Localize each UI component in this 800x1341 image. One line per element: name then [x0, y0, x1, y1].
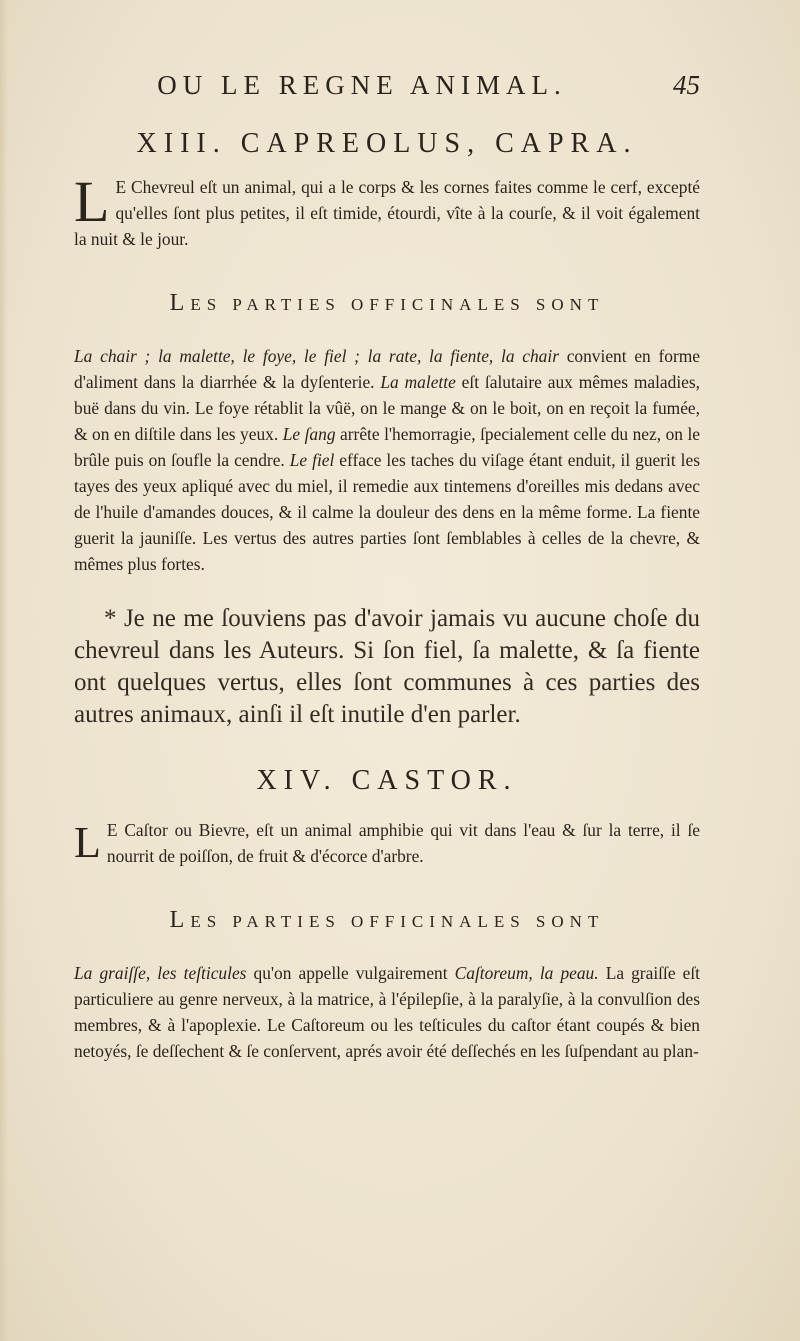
- italic-term: La malette: [380, 372, 456, 392]
- section-title-capreolus: XIII. CAPREOLUS, CAPRA.: [136, 128, 638, 159]
- capreolus-intro: [74, 169, 700, 252]
- parts-heading-initial: L: [169, 290, 191, 316]
- page-fold-shadow: [0, 0, 8, 1341]
- italic-term: La chair ; la malette, le foye, le fiel ; la rate, la fiente, la chair: [74, 346, 559, 366]
- page-number: 45: [673, 70, 700, 100]
- italic-term: Caſtoreum, la peau.: [454, 963, 599, 983]
- parts-heading-text: ES PARTIES OFFICINALES SONT: [190, 912, 605, 931]
- author-note: [74, 603, 700, 731]
- parts-heading-capreolus: [74, 290, 700, 317]
- note-asterisk: *: [104, 605, 117, 632]
- parts-heading-initial: L: [169, 907, 191, 933]
- parts-heading-text: ES PARTIES OFFICINALES SONT: [190, 295, 605, 314]
- note-text: Je ne me ſouviens pas d'avoir jamais vu aucune choſe du chevreul dans les Auteurs. Si ſon fiel, ſa malette, & ſa fiente ont quelques vertus, elles ſont communes à ces parties des autres animaux, ainſi il eſt inutile d'en parler.: [74, 605, 700, 728]
- running-head-title: OU LE REGNE ANIMAL.: [157, 70, 567, 100]
- italic-term: La graiſſe, les teſticules: [74, 963, 247, 983]
- page-content: [74, 70, 700, 1064]
- italic-term: Le ſang: [282, 424, 336, 444]
- text-run: arrête l'hemorragie, ſpecialement celle du nez, on le brûle puis on ſoufle la cendre.: [74, 424, 701, 470]
- drop-cap: L: [74, 169, 110, 234]
- castor-intro-text: E Caſtor ou Bievre, eſt un animal amphibie qui vit dans l'eau & ſur la terre, il ſe nourrit de poiſſon, de fruit & d'écorce d'arbre.: [106, 820, 700, 866]
- text-run: convient en forme d'aliment dans la diarrhée & la dyſenterie.: [74, 346, 700, 392]
- italic-term: Le fiel: [289, 450, 335, 470]
- text-run: eſt ſalutaire aux mêmes maladies, buë dans du vin. Le foye rétablit la vûë, on le mange & on le boit, on en reçoit la fumée, & on en diſtile dans les yeux.: [74, 372, 700, 444]
- section-title-castor: XIV. CASTOR.: [256, 765, 518, 796]
- capreolus-intro-text: E Chevreul eſt un animal, qui a le corps & les cornes faites comme le cerf, excepté qu'elles ſont plus petites, il eſt timide, étourdi, vîte à la courſe, & il voit également la nuit & le jour.: [74, 177, 700, 249]
- castor-parts-text: [74, 960, 700, 1064]
- castor-intro: [74, 817, 700, 869]
- running-head: [74, 70, 700, 114]
- capreolus-parts-text: [74, 343, 700, 577]
- text-run: La graiſſe eſt particuliere au genre nerveux, à la matrice, à l'épilepſie, à la paralyſie, à la convulſion des membres, & à l'apoplexie. Le Caſtoreum ou les teſticules du caſtor étant coupés & bien netoyés, ſe deſſechent & ſe conſervent, aprés avoir été deſſechés en les ſuſpendant au plan-: [74, 963, 700, 1061]
- text-run: efface les taches du viſage étant enduit, il guerit les tayes des yeux apliqué avec du miel, il remedie aux tintemens d'oreilles mis dedans avec de l'huile d'amandes douces, & il calme la douleur des dens en la même forme. La fiente guerit la jauniſſe. Les vertus des autres parties ſont ſemblables à celles de la chevre, & mêmes plus fortes.: [74, 450, 700, 574]
- drop-cap: L: [74, 818, 101, 867]
- text-run: qu'on appelle vulgairement: [246, 963, 455, 983]
- parts-heading-castor: [74, 907, 700, 934]
